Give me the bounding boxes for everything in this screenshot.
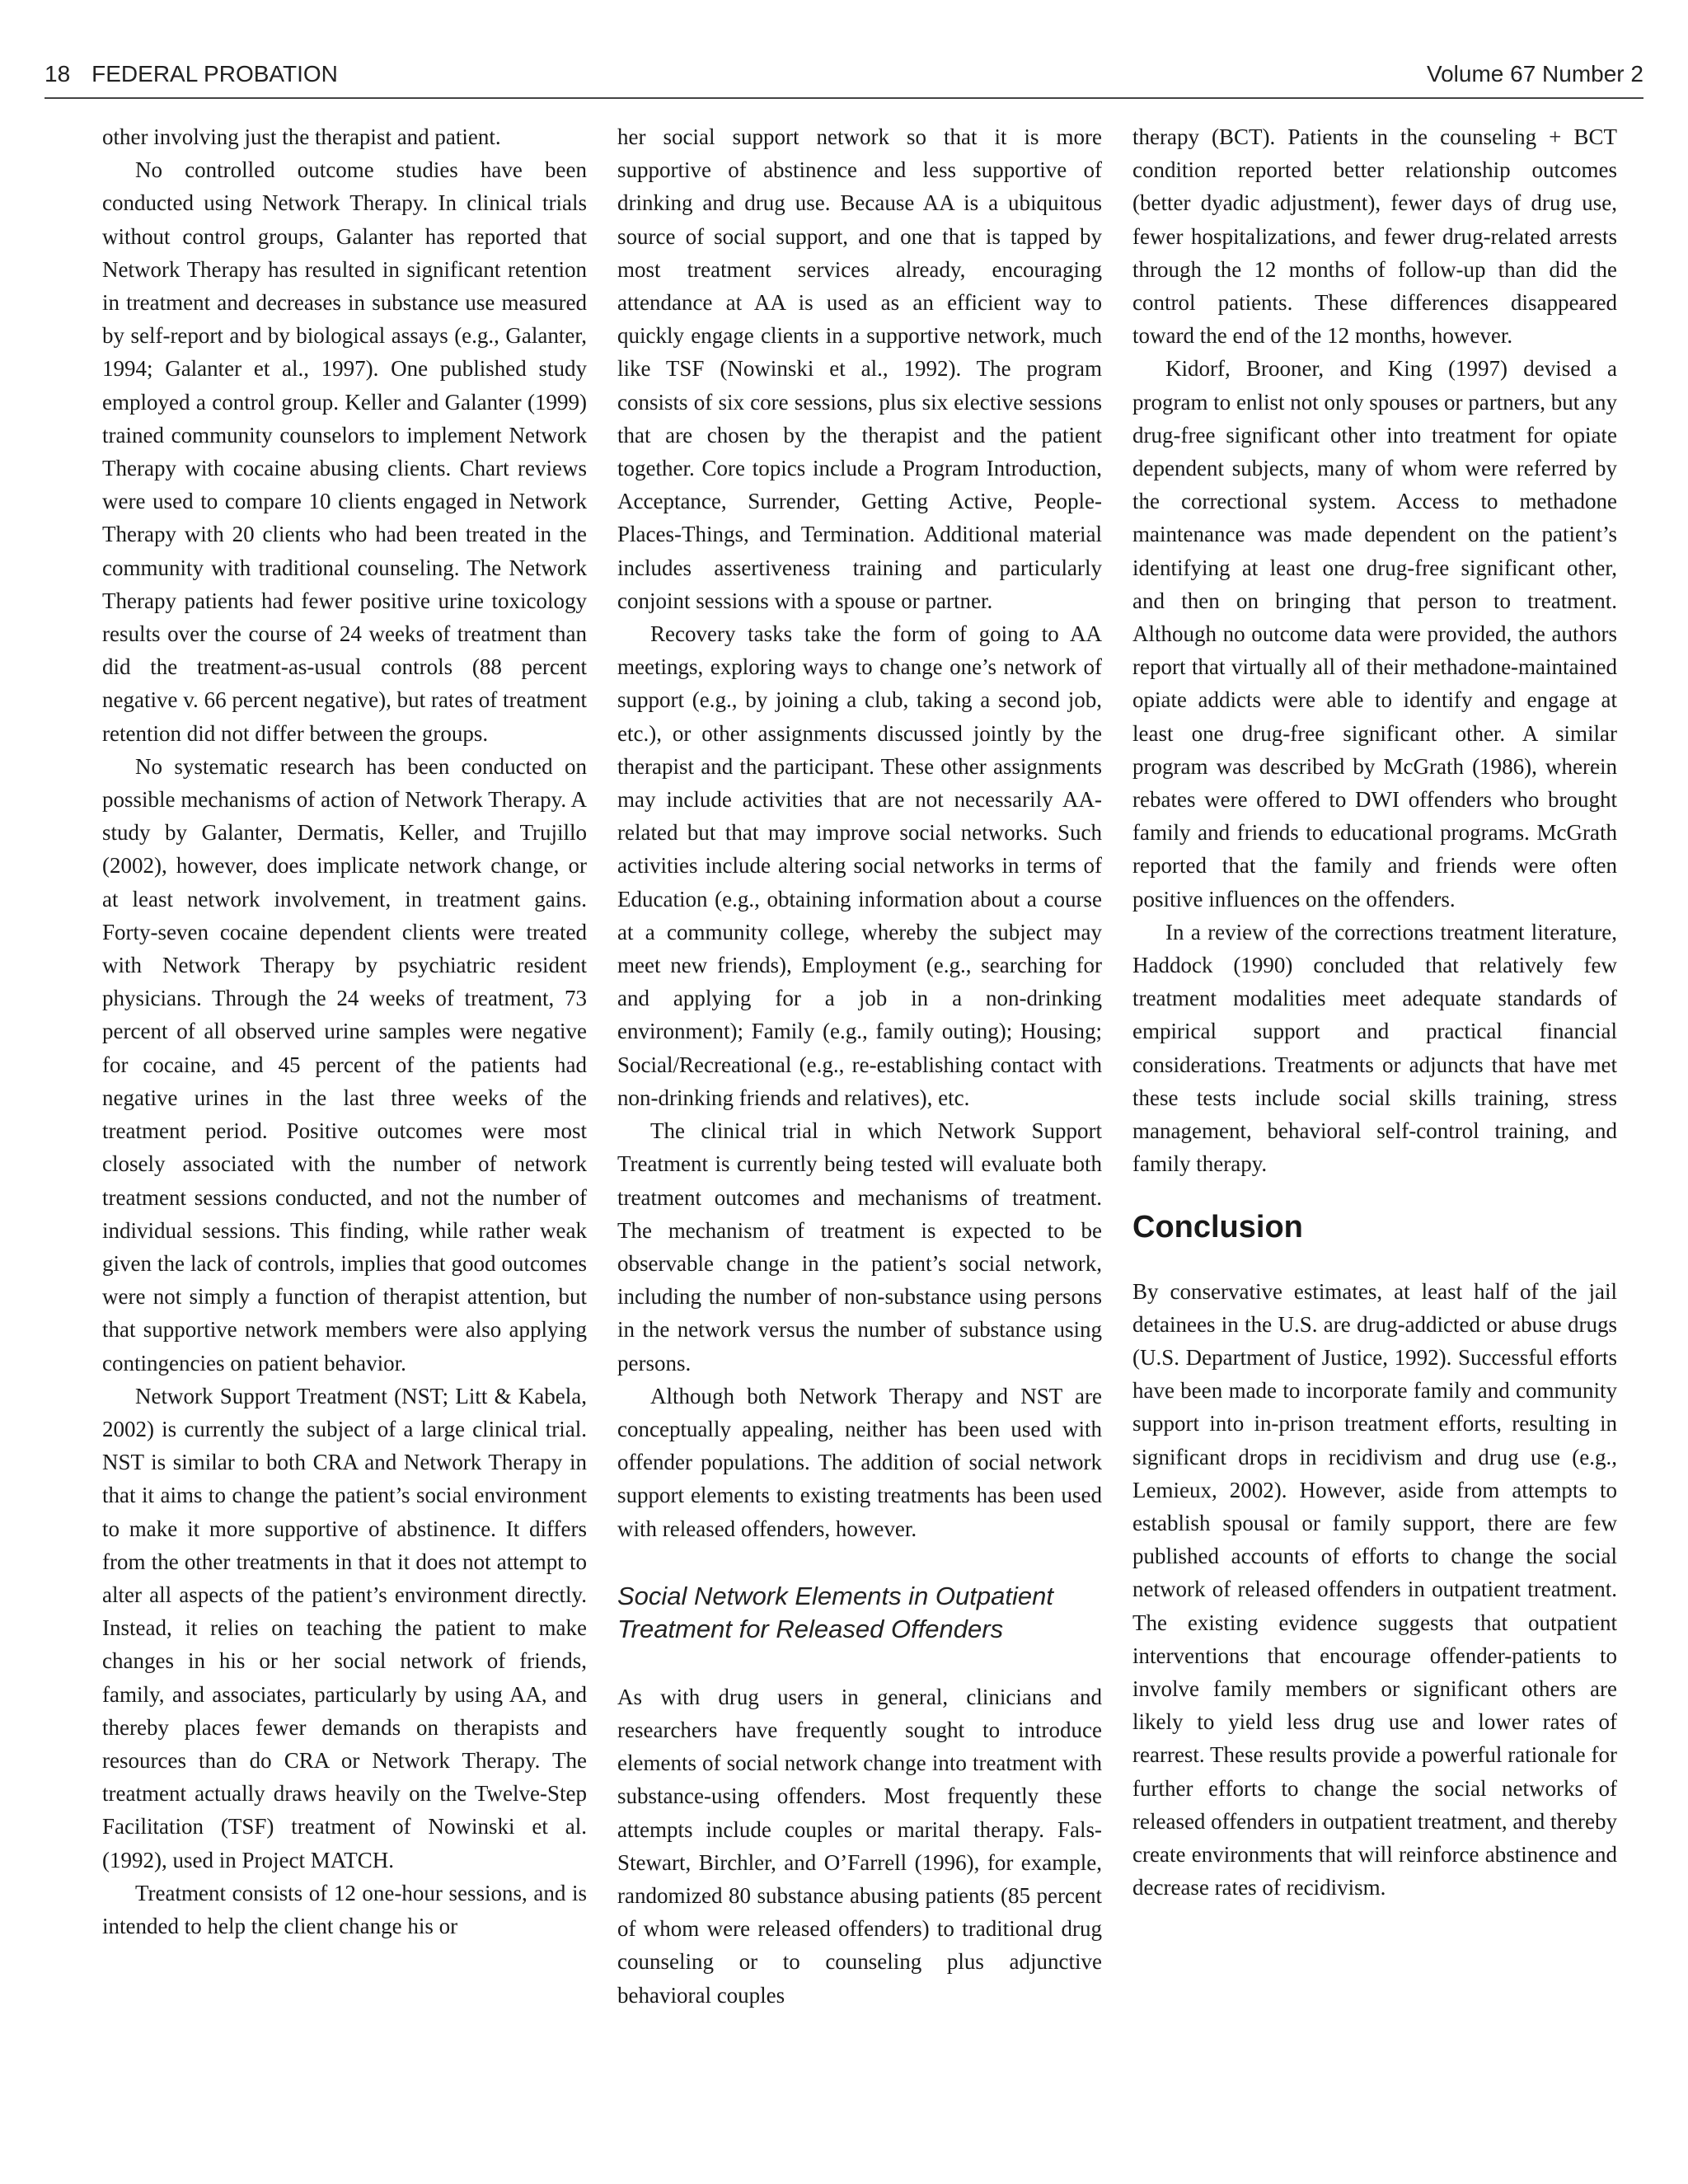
paragraph: The clinical trial in which Network Support Treatment is currently being tested will evaluate both treatment outcomes and mechanisms of treatment. The mechanism of treatment is expected to be observable change in the patient’s social network, including the number of non-substance using persons in the network versus the number of substance using persons.: [617, 1118, 1102, 1376]
paragraph: Network Support Treatment (NST; Litt & Kabela, 2002) is currently the subject of a large clinical trial. NST is similar to both CRA and Network Therapy in that it aims to change the patient’s social environment to make it more supportive of abstinence. It differs from the other treatments in that it does not attempt to alter all aspects of the patient’s environment directly. Instead, it relies on teaching the patient to make changes in his or her social network of friends, family, and associates, particularly by using AA, and thereby places fewer demands on therapists and resources than do CRA or Network Therapy. The treatment actually draws heavily on the Twelve-Step Facilitation (TSF) treatment of Nowinski et al. (1992), used in Project MATCH.: [102, 1383, 587, 1872]
paragraph: By conservative estimates, at least half of the jail detainees in the U.S. are drug-addicted or abuse drugs (U.S. Department of Justice, 1992). Successful efforts have been made to incorporate family and community support into in-prison treatment efforts, resulting in significant drops in recidivism and drug use (e.g., Lemieux, 2002). However, aside from attempts to establish spousal or family support, there are few published accounts of efforts to change the social network of released offenders in outpatient treatment. The existing evidence suggests that outpatient interventions that encourage offender-patients to involve family members or significant others are likely to yield less drug use and lower rates of rearrest. These results provide a powerful rationale for further efforts to change the social networks of released offenders in outpatient treatment, and thereby create environments that will reinforce abstinence and decrease rates of recidivism.: [1132, 1278, 1618, 1900]
page-number: 18: [45, 61, 71, 87]
paragraph: As with drug users in general, clinicians and researchers have frequently sought to introduce elements of social network change into treatment with substance-using offenders. Most frequently these attempts include couples or marital therapy. Fals-Stewart, Birchler, and O’Farrell (1996), for example, randomized 80 substance abusing patients (85 percent of whom were released offenders) to traditional drug counseling or to counseling plus adjunctive behavioral couples: [617, 1684, 1102, 2008]
paragraph: other involving just the therapist and patient.: [102, 124, 501, 149]
volume-issue: Volume 67 Number 2: [1426, 61, 1643, 87]
running-header: [45, 59, 1643, 99]
paragraph: her social support network so that it is more supportive of abstinence and less supportive of drinking and drug use. Because AA is a ubiquitous source of social support, and one that is tapped by most treatment services already, encouraging attendance at AA is used as an efficient way to quickly engage clients in a supportive network, much like TSF (Nowinski et al., 1992). The program consists of six core sessions, plus six elective sessions that are chosen by the therapist and the patient together. Core topics include a Program Introduction, Acceptance, Surrender, Getting Active, People-Places-Things, and Termination. Additional material includes assertiveness training and particularly conjoint sessions with a spouse or partner.: [617, 124, 1102, 613]
paragraph: Although both Network Therapy and NST are conceptually appealing, neither has been used with offender populations. The addition of social network support elements to existing treatments has been used with released offenders, however.: [617, 1383, 1102, 1541]
paragraph: therapy (BCT). Patients in the counseling + BCT condition reported better relationship outcomes (better dyadic adjustment), fewer days of drug use, fewer hospitalizations, and fewer drug-related arrests through the 12 months of follow-up than did the control patients. These differences disappeared toward the end of the 12 months, however.: [1132, 124, 1617, 349]
paragraph: No controlled outcome studies have been conducted using Network Therapy. In clinical trials without control groups, Galanter has reported that Network Therapy has resulted in significant retention in treatment and decreases in substance use measured by self-report and by biological assays (e.g., Galanter, 1994; Galanter et al., 1997). One published study employed a control group. Keller and Galanter (1999) trained community counselors to implement Network Therapy with cocaine abusing clients. Chart reviews were used to compare 10 clients engaged in Network Therapy with 20 clients who had been treated in the community with traditional counseling. The Network Therapy patients had fewer positive urine toxicology results over the course of 24 weeks of treatment than did the treatment-as-usual controls (88 percent negative v. 66 percent negative), but rates of treatment retention did not differ between the groups.: [102, 157, 587, 746]
paragraph: Treatment consists of 12 one-hour sessions, and is intended to help the client change his or: [102, 1880, 587, 1938]
paragraph: Kidorf, Brooner, and King (1997) devised a program to enlist not only spouses or partners, but any drug-free significant other into treatment for opiate dependent subjects, many of whom were referred by the correctional system. Access to methadone maintenance was made dependent on the patient’s identifying at least one drug-free significant other, and then on bringing that person to treatment. Although no outcome data were provided, the authors report that virtually all of their methadone-maintained opiate addicts were able to identify and engage at least one drug-free significant other. A similar program was described by McGrath (1986), wherein rebates were offered to DWI offenders who brought family and friends to educational programs. McGrath reported that the family and friends were often positive influences on the offenders.: [1132, 356, 1617, 912]
journal-title: FEDERAL PROBATION: [91, 61, 338, 87]
header-left: [45, 61, 338, 87]
paragraph: No systematic research has been conducted on possible mechanisms of action of Network Therapy. A study by Galanter, Dermatis, Keller, and Trujillo (2002), however, does implicate network change, or at least network involvement, in treatment gains. Forty-seven cocaine dependent clients were treated with Network Therapy by psychiatric resident physicians. Through the 24 weeks of treatment, 73 percent of all observed urine samples were negative for cocaine, and 45 percent of the patients had negative urines in the last three weeks of the treatment period. Positive outcomes were most closely associated with the number of network treatment sessions conducted, and not the number of individual sessions. This finding, while rather weak given the lack of controls, implies that good outcomes were not simply a function of therapist attention, but that supportive network members were also applying contingencies on patient behavior.: [102, 753, 587, 1376]
section-heading-conclusion: Conclusion: [1132, 1209, 1303, 1244]
paragraph: In a review of the corrections treatment literature, Haddock (1990) concluded that relatively few treatment modalities meet adequate standards of empirical support and practical financial considerations. Treatments or adjuncts that have met these tests include social skills training, stress management, behavioral self-control training, and family therapy.: [1132, 919, 1617, 1177]
subsection-heading: Social Network Elements in Outpatient Treatment for Released Offenders: [617, 1581, 1053, 1643]
column-right: [1132, 120, 1617, 1904]
column-middle: [617, 120, 1102, 2012]
paragraph: Recovery tasks take the form of going to AA meetings, exploring ways to change one’s network of support (e.g., by joining a club, taking a second job, etc.), or other assignments discussed jointly by the therapist and the participant. These other assignments may include activities that are not necessarily AA-related but that may improve social networks. Such activities include altering social networks in terms of Education (e.g., obtaining information about a course at a community college, whereby the subject may meet new friends), Employment (e.g., searching for and applying for a job in a non-drinking environment); Family (e.g., family outing); Housing; Social/Recreational (e.g., re-establishing contact with non-drinking friends and relatives), etc.: [617, 621, 1102, 1110]
column-left: [102, 120, 587, 1943]
